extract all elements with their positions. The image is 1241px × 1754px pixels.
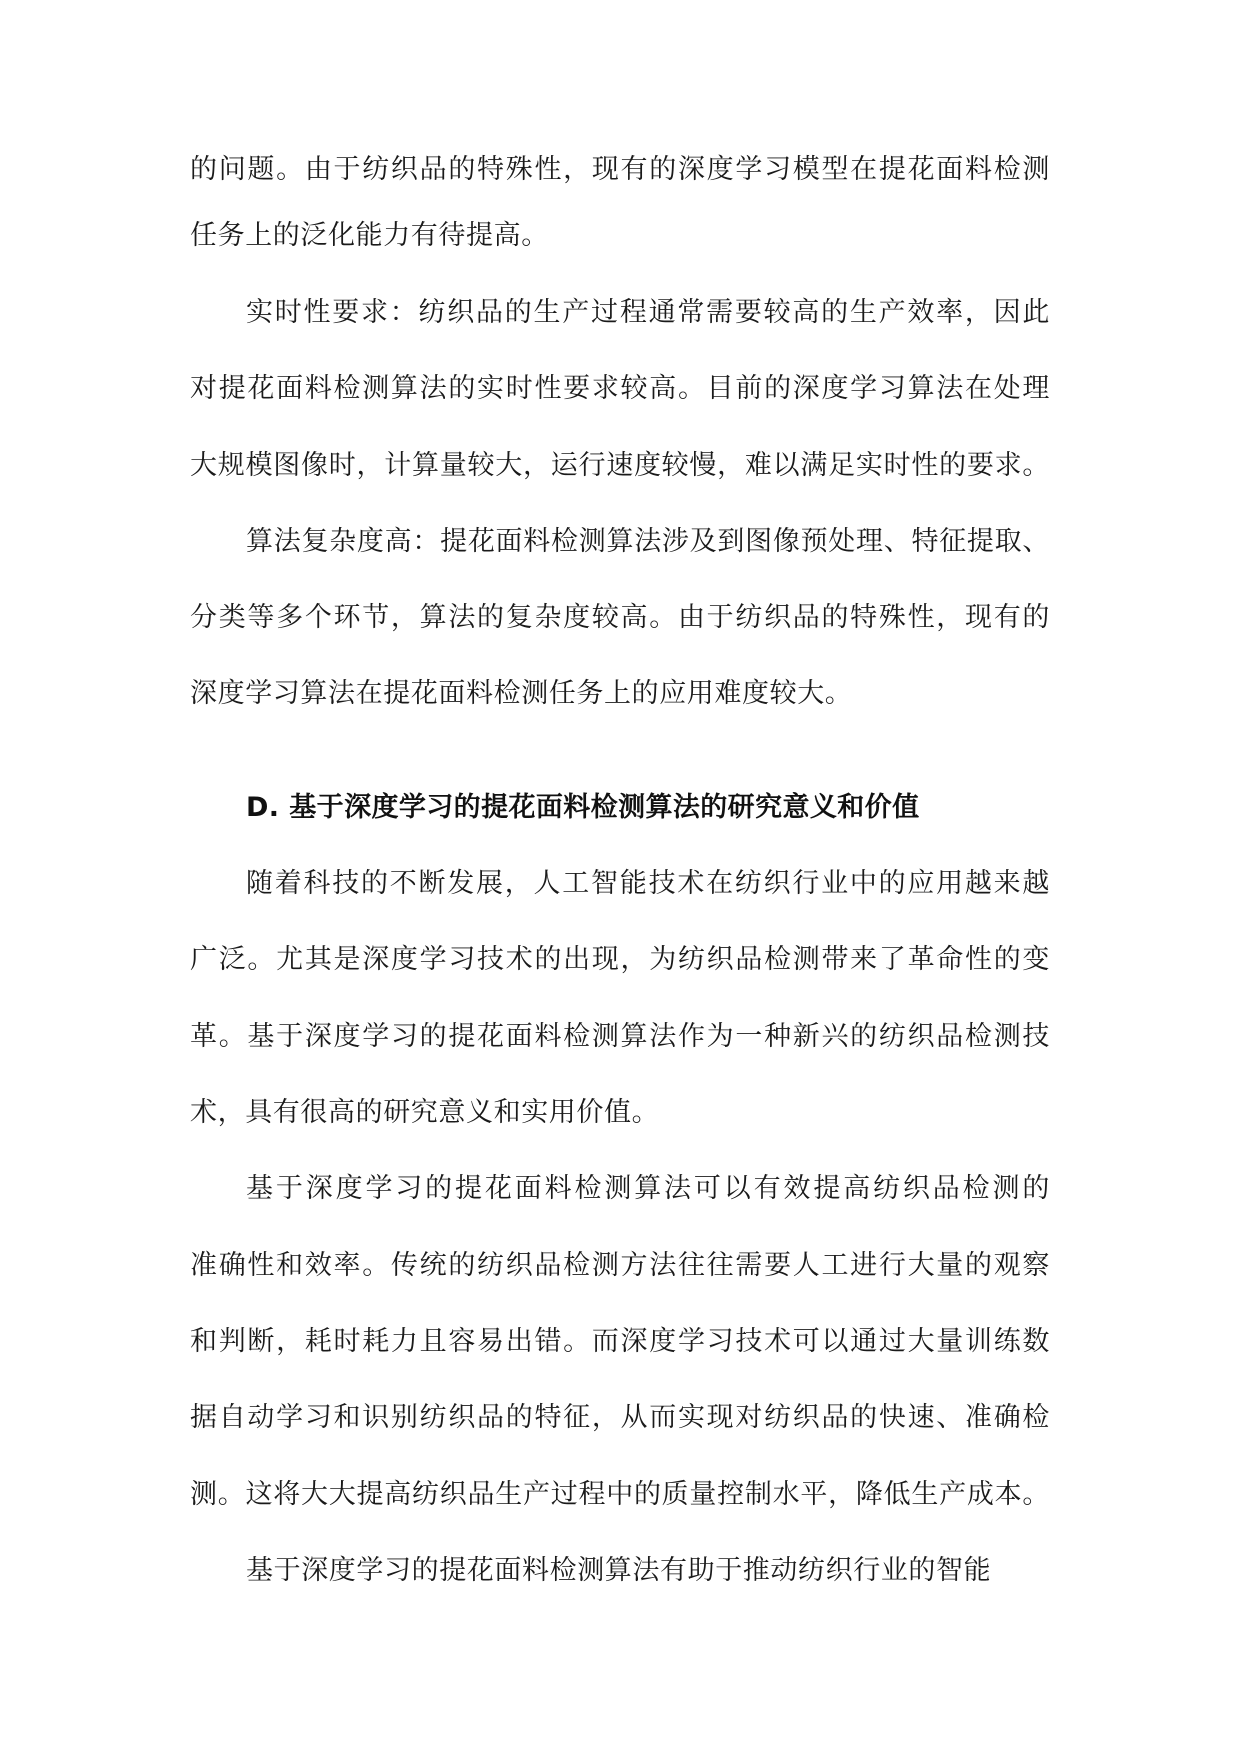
section-heading: D. 基于深度学习的提花面料检测算法的研究意义和价值 bbox=[246, 792, 920, 823]
paragraph-line: 深度学习算法在提花面料检测任务上的应用难度较大。 bbox=[190, 678, 853, 709]
paragraph-line: 分类等多个环节，算法的复杂度较高。由于纺织品的特殊性，现有的 bbox=[190, 602, 1050, 633]
paragraph-line: 基于深度学习的提花面料检测算法可以有效提高纺织品检测的 bbox=[246, 1173, 1050, 1204]
paragraph-line: 广泛。尤其是深度学习技术的出现，为纺织品检测带来了革命性的变 bbox=[190, 944, 1050, 975]
paragraph-line: 任务上的泛化能力有待提高。 bbox=[190, 220, 549, 251]
paragraph-line: 革。基于深度学习的提花面料检测算法作为一种新兴的纺织品检测技 bbox=[190, 1021, 1050, 1052]
paragraph-line: 据自动学习和识别纺织品的特征，从而实现对纺织品的快速、准确检 bbox=[190, 1402, 1050, 1433]
paragraph-line: 和判断，耗时耗力且容易出错。而深度学习技术可以通过大量训练数 bbox=[190, 1326, 1050, 1357]
paragraph-line: 对提花面料检测算法的实时性要求较高。目前的深度学习算法在处理 bbox=[190, 373, 1050, 404]
paragraph-line: 的问题。由于纺织品的特殊性，现有的深度学习模型在提花面料检测 bbox=[190, 154, 1050, 185]
paragraph-line: 随着科技的不断发展，人工智能技术在纺织行业中的应用越来越 bbox=[246, 868, 1050, 899]
paragraph-line: 术，具有很高的研究意义和实用价值。 bbox=[190, 1097, 660, 1128]
paragraph-line: 基于深度学习的提花面料检测算法有助于推动纺织行业的智能 bbox=[246, 1555, 992, 1586]
paragraph-line: 算法复杂度高：提花面料检测算法涉及到图像预处理、特征提取、 bbox=[246, 526, 1050, 557]
paragraph-line: 测。这将大大提高纺织品生产过程中的质量控制水平，降低生产成本。 bbox=[190, 1479, 1050, 1510]
paragraph-line: 大规模图像时，计算量较大，运行速度较慢，难以满足实时性的要求。 bbox=[190, 450, 1050, 481]
paragraph-line: 准确性和效率。传统的纺织品检测方法往往需要人工进行大量的观察 bbox=[190, 1250, 1050, 1281]
paragraph-line: 实时性要求：纺织品的生产过程通常需要较高的生产效率，因此 bbox=[246, 297, 1050, 328]
